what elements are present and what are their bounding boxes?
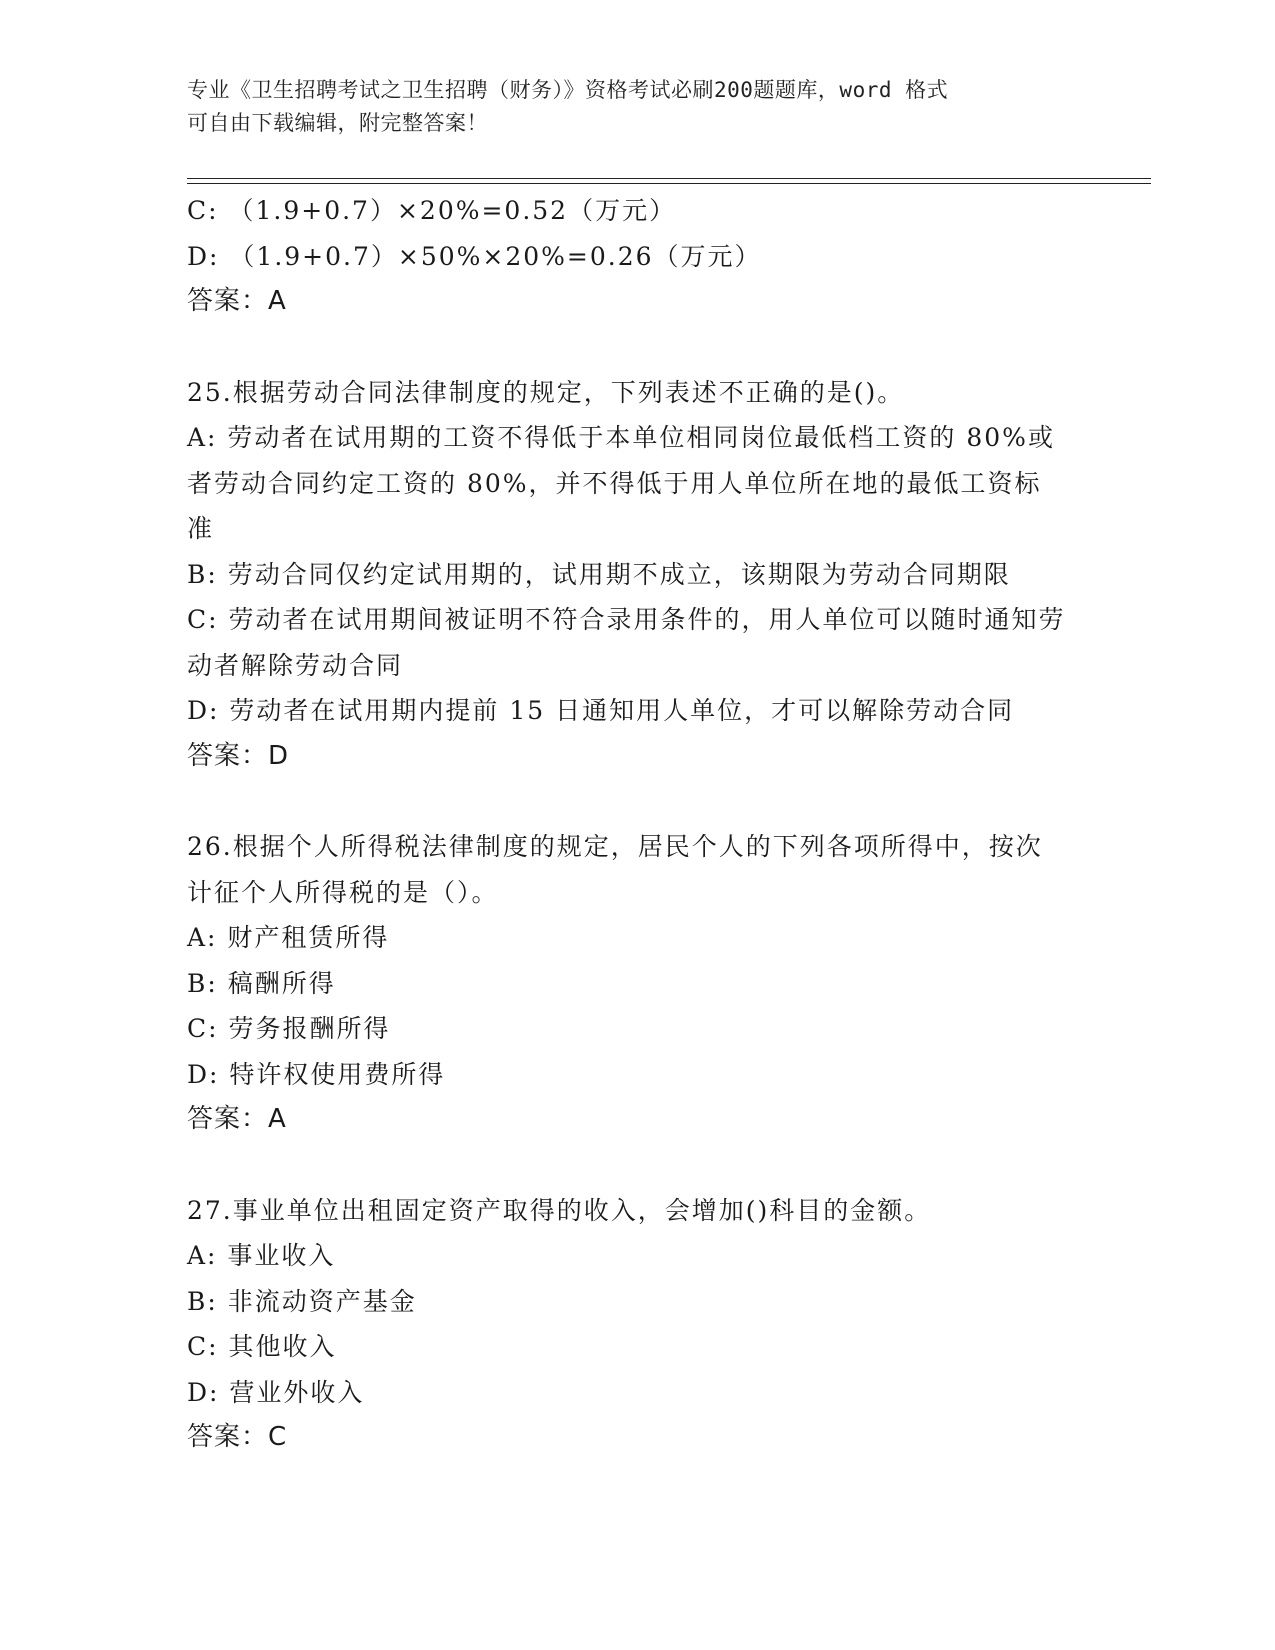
header-divider-bottom xyxy=(187,183,1151,184)
option-d: D: 营业外收入 xyxy=(187,1377,365,1407)
question-26 xyxy=(187,824,1087,1143)
header-line-2: 可自由下载编辑，附完整答案！ xyxy=(187,111,488,135)
answer: 答案：A xyxy=(187,286,287,316)
option-d: D: 特许权使用费所得 xyxy=(187,1059,446,1089)
prev-question-tail xyxy=(187,188,1087,325)
answer: 答案：D xyxy=(187,740,290,771)
question-stem: 26.根据个人所得税法律制度的规定，居民个人的下列各项所得中，按次计征个人所得税的是（）。 xyxy=(187,832,1043,907)
spacer xyxy=(187,325,1087,370)
option-c: C: 劳务报酬所得 xyxy=(187,1014,391,1043)
option-b: B: 非流动资产基金 xyxy=(187,1286,417,1316)
option-c: C: （1.9+0.7）×20%=0.52（万元） xyxy=(187,196,677,225)
option-d: D: 劳动者在试用期内提前 15 日通知用人单位，才可以解除劳动合同 xyxy=(187,696,1015,725)
document-header xyxy=(187,74,1067,140)
question-25 xyxy=(187,370,1087,780)
answer: 答案：C xyxy=(187,1422,288,1452)
header-divider-top xyxy=(187,178,1151,179)
question-27 xyxy=(187,1188,1087,1461)
option-b: B: 稿酬所得 xyxy=(187,968,336,998)
option-c: C: 其他收入 xyxy=(187,1332,337,1361)
option-a: A: 事业收入 xyxy=(187,1241,336,1270)
option-d: D: （1.9+0.7）×50%×20%=0.26（万元） xyxy=(187,241,762,271)
answer: 答案：A xyxy=(187,1104,287,1134)
option-b: B: 劳动合同仅约定试用期的，试用期不成立，该期限为劳动合同期限 xyxy=(187,559,1011,589)
option-c: C: 劳动者在试用期间被证明不符合录用条件的，用人单位可以随时通知劳动者解除劳动合同 xyxy=(187,605,1066,680)
option-a: A: 劳动者在试用期的工资不得低于本单位相同岗位最低档工资的 80%或者劳动合同约定工资的 80%，并不得低于用人单位所在地的最低工资标准 xyxy=(187,423,1055,543)
header-line-1: 专业《卫生招聘考试之卫生招聘（财务）》资格考试必刷200题题库，word 格式 xyxy=(187,78,949,102)
question-stem: 25.根据劳动合同法律制度的规定，下列表述不正确的是()。 xyxy=(187,377,905,407)
spacer xyxy=(187,779,1087,824)
question-stem: 27.事业单位出租固定资产取得的收入，会增加()科目的金额。 xyxy=(187,1195,932,1225)
question-content xyxy=(187,188,1087,1461)
spacer xyxy=(187,1143,1087,1188)
option-a: A: 财产租赁所得 xyxy=(187,923,390,952)
